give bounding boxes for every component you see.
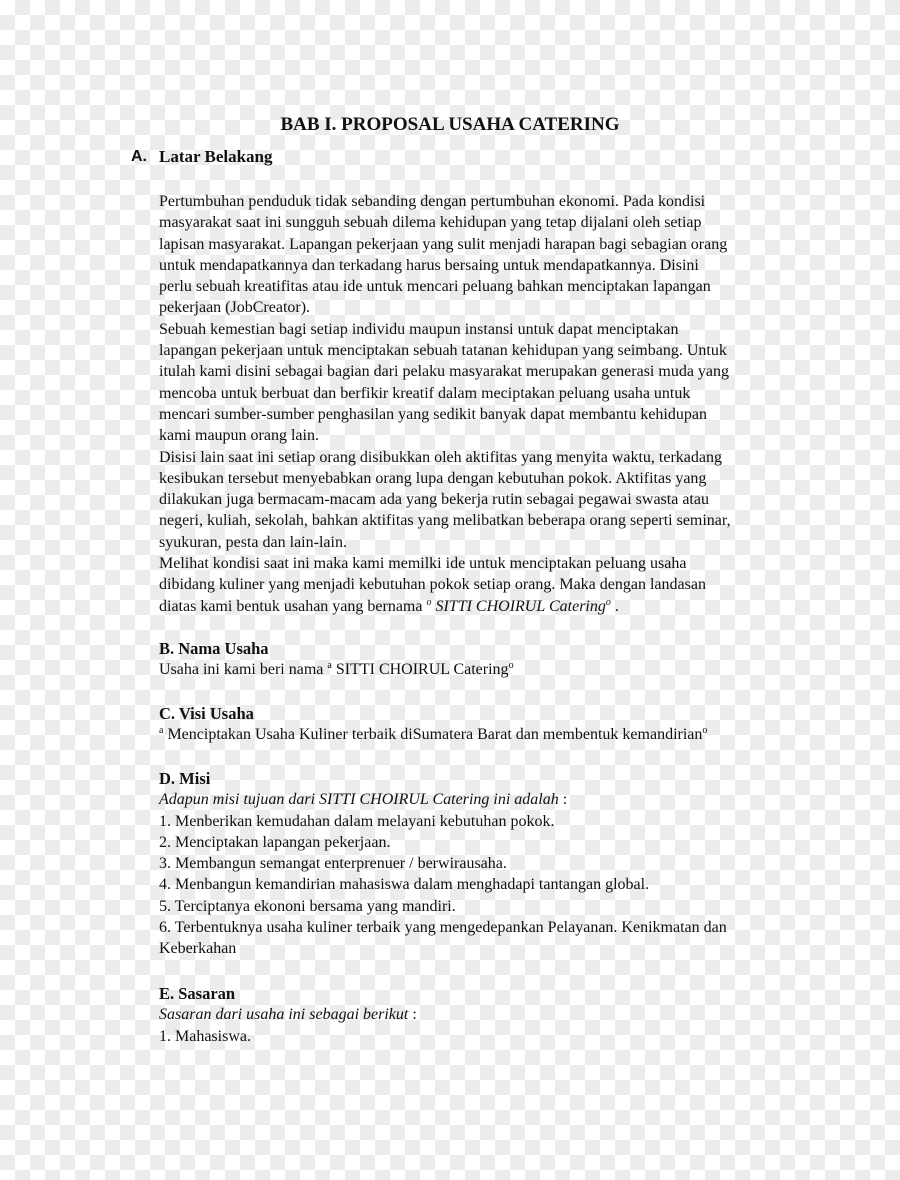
- section-e: [159, 983, 799, 1047]
- superscript-mark: a: [327, 660, 332, 672]
- background-paragraphs: [159, 191, 799, 617]
- paragraph-line: Disisi lain saat ini setiap orang disibukkan oleh aktifitas yang menyita waktu, terkadang: [159, 448, 722, 466]
- business-name: SITTI CHOIRUL Catering: [331, 661, 509, 679]
- section-a-heading: Latar Belakang: [159, 147, 273, 166]
- paragraph-line: dibidang kuliner yang menjadi kebutuhan pokok setiap orang. Maka dengan landasan: [159, 576, 706, 594]
- paragraph-line: Pertumbuhan penduduk tidak sebanding dengan pertumbuhan ekonomi. Pada kondisi: [159, 193, 706, 210]
- mission-item: 2. Menciptakan lapangan pekerjaan.: [159, 833, 391, 851]
- target-intro-italic: Sasaran dari usaha ini sebagai berikut: [159, 1006, 409, 1024]
- section-b: [159, 638, 799, 681]
- paragraph-line: Sebuah kemestian bagi setiap individu maupun instansi untuk dapat menciptakan: [159, 320, 679, 338]
- section-d-heading: D. Misi: [159, 769, 211, 788]
- paragraph-line: mencari sumber-sumber penghasilan yang sedikit banyak dapat membantu kehidupan: [159, 405, 707, 423]
- paragraph-line: pekerjaan (JobCreator).: [159, 299, 311, 317]
- target-item: 1. Mahasiswa.: [159, 1027, 251, 1045]
- section-a-letter: A.: [131, 148, 147, 165]
- paragraph-line-last: [159, 596, 799, 617]
- section-b-text: [159, 659, 799, 680]
- mission-item: Keberkahan: [159, 940, 237, 958]
- name-prefix: Usaha ini kami beri nama: [159, 661, 328, 679]
- mission-item: 3. Membangun semangat enterprenuer / berwirausaha.: [159, 855, 507, 873]
- paragraph-line: lapangan pekerjaan untuk menciptakan sebuah tatanan kehidupan yang seimbang. Untuk: [159, 342, 727, 360]
- section-c: [159, 703, 799, 746]
- paragraph-line: mencoba untuk berbuat dan berfikir kreatif dalam meciptakan peluang usaha untuk: [159, 384, 691, 402]
- mission-item: 6. Terbentuknya usaha kuliner terbaik yang mengedepankan Pelayanan. Kenikmatan dan: [159, 919, 727, 937]
- superscript-mark: o: [702, 725, 708, 737]
- section-b-heading: B. Nama Usaha: [159, 639, 269, 658]
- section-e-heading: E. Sasaran: [159, 984, 236, 1003]
- mission-intro-suffix: :: [558, 791, 568, 809]
- last-line-suffix: .: [610, 597, 619, 615]
- mission-item: 5. Terciptanya ekononi bersama yang mandiri.: [159, 897, 456, 915]
- superscript-mark: a: [159, 725, 164, 737]
- mission-intro-italic: Adapun misi tujuan dari SITTI CHOIRUL Catering ini adalah: [159, 791, 559, 809]
- paragraph-line: lapisan masyarakat. Lapangan pekerjaan yang sulit menjadi harapan bagi sebagian orang: [159, 235, 728, 253]
- section-d: [159, 768, 799, 960]
- paragraph-line: syukuran, pesta dan lain-lain.: [159, 533, 347, 551]
- paragraph-line: kesibukan tersebut menyebabkan orang lupa dengan kebutuhan pokok. Aktifitas yang: [159, 469, 707, 487]
- superscript-mark: o: [605, 596, 611, 608]
- document-title: BAB I. PROPOSAL USAHA CATERING: [280, 114, 620, 135]
- mission-item: 4. Menbangun kemandirian mahasiswa dalam menghadapi tantangan global.: [159, 876, 650, 894]
- mission-intro: [159, 789, 799, 810]
- paragraph-line: kami maupun orang lain.: [159, 427, 319, 445]
- vision-statement: Menciptakan Usaha Kuliner terbaik diSumatera Barat dan membentuk kemandirian: [163, 726, 703, 744]
- last-line-prefix: diatas kami bentuk usahan yang bernama: [159, 597, 427, 615]
- target-intro-suffix: :: [408, 1006, 417, 1024]
- superscript-mark: o: [508, 660, 514, 672]
- paragraph-line: masyarakat saat ini sungguh sebuah dilema kehidupan yang tetap dijalani oleh setiap: [159, 214, 702, 232]
- paragraph-line: perlu sebuah kreatifitas atau ide untuk mencari peluang bahkan menciptakan lapangan: [159, 278, 711, 296]
- superscript-mark: o: [426, 596, 432, 608]
- paragraph-line: negeri, kuliah, sekolah, bahkan aktifitas yang melibatkan beberapa orang seperti seminar,: [159, 512, 731, 530]
- section-c-heading: C. Visi Usaha: [159, 704, 254, 723]
- mission-item: 1. Menberikan kemudahan dalam melayani kebutuhan pokok.: [159, 812, 555, 830]
- target-intro: [159, 1004, 799, 1025]
- paragraph-line: itulah kami disini sebagai bagian dari pelaku masyarakat merupakan generasi muda yang: [159, 363, 730, 381]
- paragraph-line: dilakukan juga bermacam-macam ada yang bekerja rutin sebagai pegawai swasta atau: [159, 491, 709, 509]
- paragraph-line: Melihat kondisi saat ini maka kami memilki ide untuk menciptakan peluang usaha: [159, 555, 687, 573]
- vision-text: [159, 724, 799, 745]
- business-name-italic: SITTI CHOIRUL Catering: [431, 597, 606, 615]
- paragraph-line: untuk mendapatkannya dan terkadang harus bersaing untuk mendapatkannya. Disini: [159, 256, 699, 274]
